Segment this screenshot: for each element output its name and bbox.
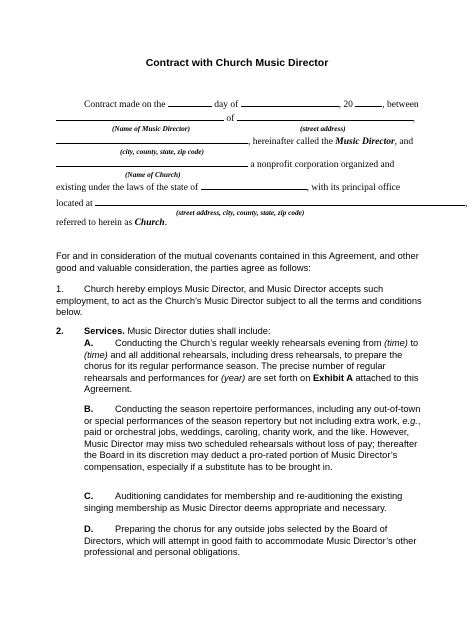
line1-text-b: day of	[214, 100, 239, 110]
line7-dot: .	[164, 218, 168, 228]
director-street-blank[interactable]	[237, 111, 413, 121]
caption-director-name: (Name of Music Director)	[112, 124, 191, 133]
item-d	[84, 524, 422, 559]
item-a-text-2: to	[410, 338, 419, 348]
item-a-text-4: are set forth on	[247, 372, 311, 383]
section-1-number: 1.	[56, 284, 64, 294]
principal-office-blank[interactable]	[95, 196, 465, 206]
line3-text-a: , hereinafter called the	[248, 137, 333, 147]
director-name-line	[56, 111, 415, 124]
item-c	[84, 491, 422, 514]
director-name-blank[interactable]	[56, 111, 224, 121]
item-a-year: (year)	[220, 372, 246, 383]
church-name-blank[interactable]	[56, 157, 248, 167]
church-term: Church	[134, 218, 165, 228]
item-a-text-5: attached to this Agreement.	[84, 372, 419, 395]
line3-text-b: , and	[394, 137, 414, 147]
caption-full-address: (street address, city, county, state, zip code)	[176, 208, 305, 217]
item-b-eg: e.g.	[402, 415, 418, 426]
section-2-heading: Services.	[84, 326, 125, 336]
item-d-text: Preparing the chorus for any outside jobs selected by the Board of Directors, which will attempt in good faith to accommodate Music Director’s other professional and personal obligations.	[84, 524, 417, 558]
director-city-line	[56, 134, 413, 147]
line7-text-a: referred to herein as	[56, 218, 133, 228]
item-a-time-2: (time)	[84, 349, 108, 360]
item-a-text-3: and all additional rehearsals, including dress rehearsals, to prepare the chorus for its regular performance season. The precise number of regular rehearsals and performances for	[84, 349, 403, 383]
section-2-number: 2.	[56, 326, 64, 336]
line2-comma: ,	[412, 114, 416, 124]
date-day-blank[interactable]	[168, 97, 212, 107]
item-b-text-1: Conducting the season repertoire performances, including any out-of-town or special performances of the season repertory but not including extra work,	[84, 404, 421, 426]
line1-text-a: Contract made on the	[84, 100, 166, 110]
item-b-label: B.	[84, 404, 94, 414]
caption-street-address: (street address)	[300, 124, 346, 133]
church-name-line	[56, 157, 394, 170]
line5-text-b: , with its principal office	[306, 183, 401, 193]
item-a-time-1: (time)	[384, 338, 408, 348]
section-2-lead: Music Director duties shall include:	[127, 326, 271, 336]
date-year-blank[interactable]	[355, 97, 382, 107]
line6-text-a: located at	[56, 199, 93, 209]
director-city-blank[interactable]	[56, 134, 248, 144]
contract-date-line	[84, 97, 419, 110]
item-c-label: C.	[84, 491, 94, 501]
document-title: Contract with Church Music Director	[145, 57, 329, 69]
item-a	[84, 338, 422, 396]
state-blank[interactable]	[201, 180, 307, 190]
caption-church-name: (Name of Church)	[125, 170, 181, 179]
exhibit-a-reference: Exhibit A	[312, 372, 353, 383]
line2-of: of	[226, 114, 235, 124]
intro-paragraph: For and in consideration of the mutual covenants contained in this Agreement, and other good and valuable consideration, the parties agree as follows:	[56, 251, 419, 273]
item-d-label: D.	[84, 524, 94, 534]
date-month-blank[interactable]	[241, 97, 339, 107]
caption-city-county: (city, county, state, zip code)	[120, 147, 204, 156]
line5-text-a: existing under the laws of the state of	[56, 183, 199, 193]
item-b-text-2: , paid or orchestral jobs, weddings, caroling, charity work, and the like. However, Music Director may miss two scheduled rehearsals without loss of pay; thereafter the Board in its discretion may deduct a pro-rated portion of Music Director’s compensation, especially if a substitute has to be brought in.	[84, 415, 421, 472]
item-a-label: A.	[84, 338, 94, 348]
section-1-body: Church hereby employs Music Director, and Music Director accepts such employment, to act as the Church’s Music Director subject to all the terms and conditions below.	[56, 284, 422, 318]
line1-text-d: , between	[382, 100, 419, 110]
line1-text-c: , 20	[338, 100, 353, 110]
item-c-text: Auditioning candidates for membership and re-auditioning the existing singing membership as Music Director deems appropriate and necessary.	[84, 491, 403, 513]
church-reference-line	[56, 218, 167, 228]
item-a-text-1: Conducting the Church’s regular weekly rehearsals evening from	[115, 338, 382, 348]
section-1-text	[56, 284, 426, 319]
section-2-heading-line	[84, 326, 271, 338]
music-director-term: Music Director	[335, 137, 395, 147]
line6-comma: ,	[465, 199, 468, 209]
line4-text: a nonprofit corporation organized and	[250, 160, 395, 170]
state-line	[56, 180, 400, 193]
item-b	[84, 404, 422, 474]
